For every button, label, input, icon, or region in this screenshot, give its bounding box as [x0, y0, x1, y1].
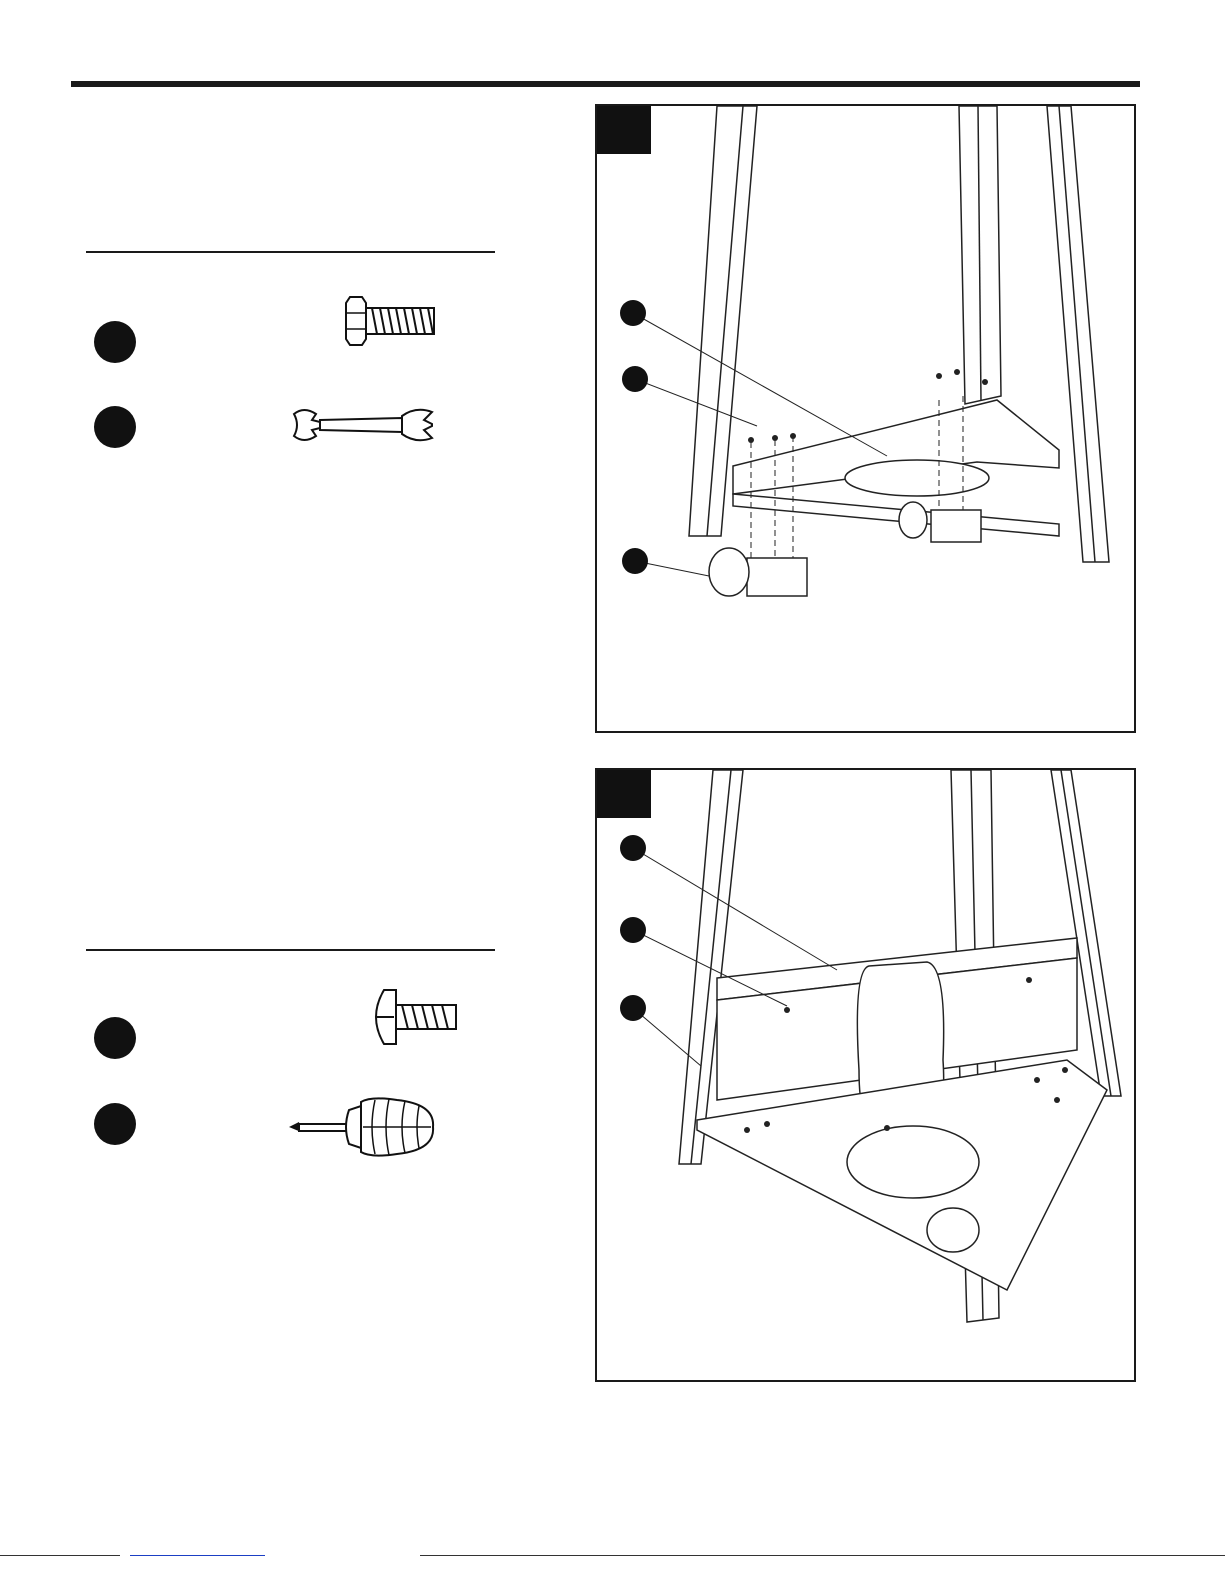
footer-line-left: [0, 1555, 120, 1556]
figure-1-step-tab: [597, 106, 651, 154]
figure-1-panel: [595, 104, 1136, 733]
part-callout-dot: [94, 321, 136, 363]
figure-2-callout-a: [620, 835, 646, 861]
figure-1-callout-b: [622, 366, 648, 392]
section-2-rule: [86, 949, 495, 951]
figure-1-callout-c: [622, 548, 648, 574]
part-callout-dot: [94, 1017, 136, 1059]
tool-callout-dot: [94, 1103, 136, 1145]
section-1-rule: [86, 251, 495, 253]
tool-callout-dot: [94, 406, 136, 448]
figure-2-callout-b: [620, 917, 646, 943]
pan-head-screw-icon: [366, 987, 461, 1052]
phillips-screwdriver-icon: [287, 1094, 437, 1165]
figure-2-illustration: [597, 770, 1136, 1382]
footer-link-underline[interactable]: [130, 1555, 265, 1556]
figure-1-illustration: [597, 106, 1136, 733]
figure-2-callout-c: [620, 995, 646, 1021]
open-end-wrench-icon: [290, 404, 436, 451]
hex-bolt-icon: [340, 293, 440, 353]
figure-2-panel: [595, 768, 1136, 1382]
figure-1-callout-a: [620, 300, 646, 326]
top-rule: [71, 81, 1140, 87]
footer-line-right: [420, 1555, 1225, 1556]
figure-2-step-tab: [597, 770, 651, 818]
